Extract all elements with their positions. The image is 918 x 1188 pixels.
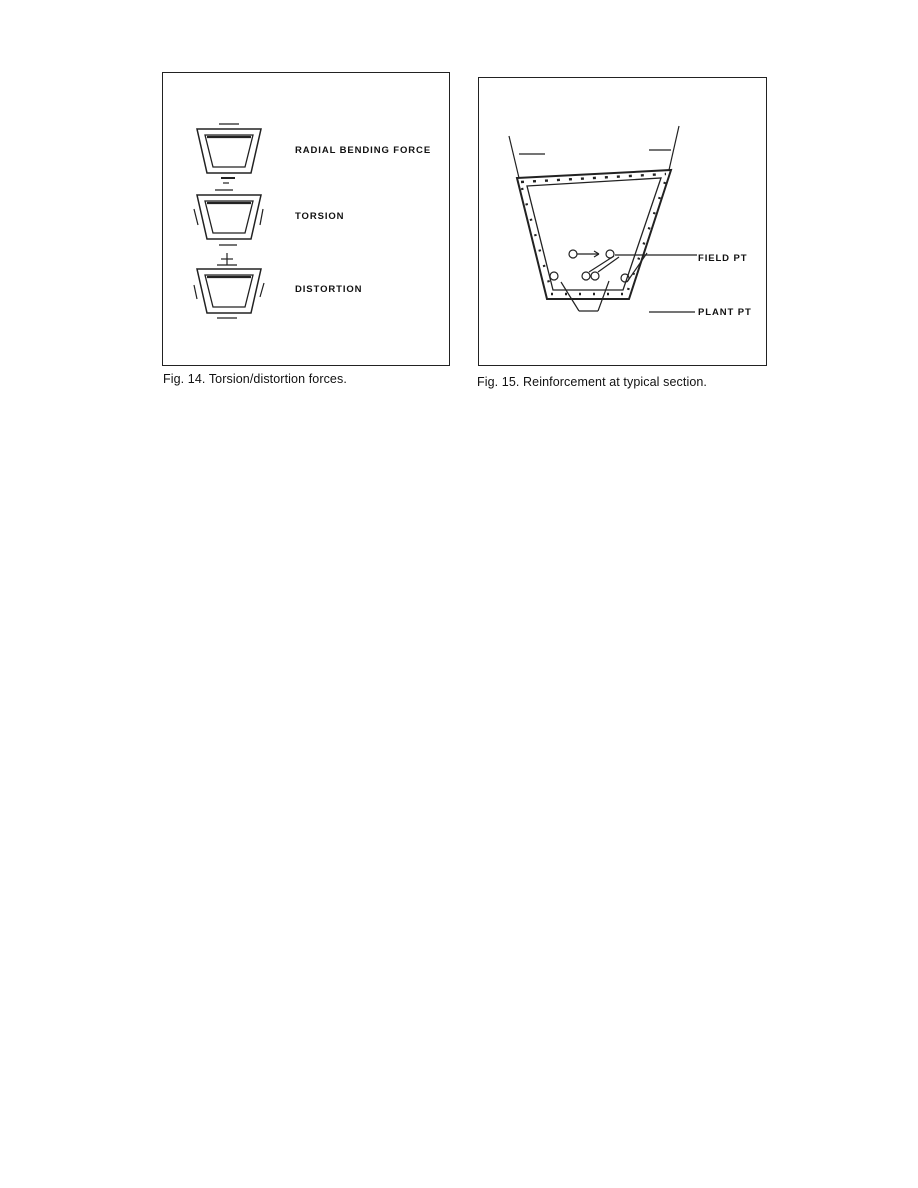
label-plant-pt: PLANT PT bbox=[698, 307, 752, 318]
box-section-distortion bbox=[194, 265, 264, 318]
figure-15-caption: Fig. 15. Reinforcement at typical section. bbox=[477, 375, 707, 389]
figure-15-frame bbox=[478, 77, 767, 366]
figure-14-caption: Fig. 14. Torsion/distortion forces. bbox=[163, 372, 347, 386]
label-distortion: DISTORTION bbox=[295, 284, 363, 295]
label-torsion: TORSION bbox=[295, 211, 345, 222]
label-field-pt: FIELD PT bbox=[698, 253, 748, 264]
box-section-radial-bending bbox=[197, 124, 261, 183]
figure-15-diagram bbox=[479, 78, 768, 367]
box-section-torsion bbox=[194, 190, 263, 245]
tendon-ducts bbox=[550, 250, 697, 312]
label-radial-bending-force: RADIAL BENDING FORCE bbox=[295, 145, 432, 156]
figure-14-frame bbox=[162, 72, 450, 366]
